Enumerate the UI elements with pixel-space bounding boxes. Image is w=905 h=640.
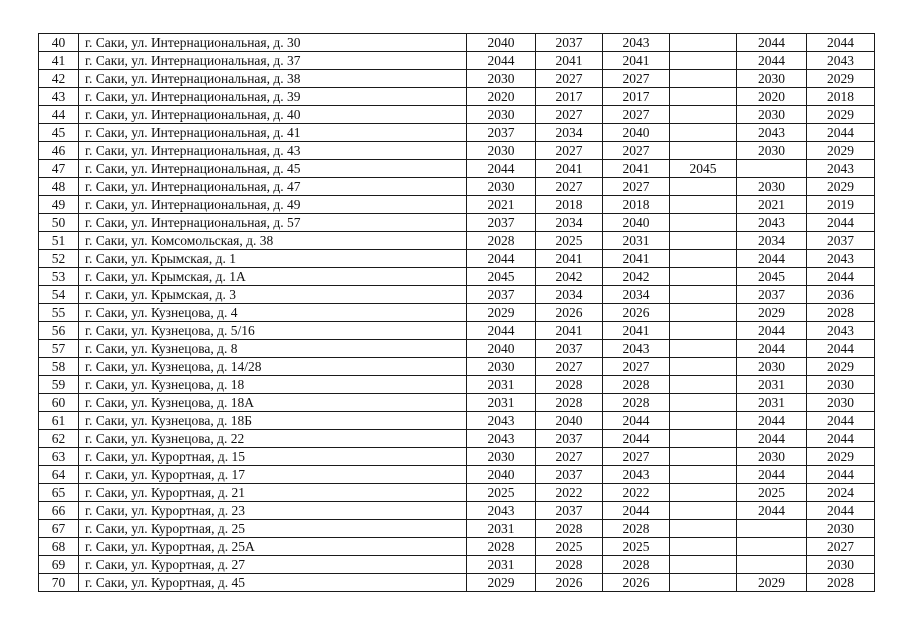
year-col-6-cell: 2043	[807, 250, 875, 268]
year-col-2-cell: 2027	[536, 358, 603, 376]
table-row	[39, 196, 875, 214]
year-col-2-cell: 2034	[536, 124, 603, 142]
year-col-4-cell	[670, 412, 737, 430]
row-number-cell: 69	[39, 556, 79, 574]
year-col-4-cell	[670, 538, 737, 556]
address-cell: г. Саки, ул. Крымская, д. 3	[79, 286, 467, 304]
year-col-5-cell: 2044	[737, 412, 807, 430]
year-col-4-cell	[670, 34, 737, 52]
year-col-2-cell: 2037	[536, 430, 603, 448]
address-cell: г. Саки, ул. Кузнецова, д. 18А	[79, 394, 467, 412]
year-col-5-cell: 2025	[737, 484, 807, 502]
table-row	[39, 556, 875, 574]
year-col-5-cell: 2021	[737, 196, 807, 214]
table-row	[39, 88, 875, 106]
year-col-1-cell: 2037	[467, 124, 536, 142]
year-col-4-cell	[670, 466, 737, 484]
year-col-2-cell: 2025	[536, 538, 603, 556]
year-col-4-cell	[670, 106, 737, 124]
housing-schedule-table	[38, 33, 875, 592]
year-col-6-cell: 2029	[807, 178, 875, 196]
address-cell: г. Саки, ул. Интернациональная, д. 37	[79, 52, 467, 70]
table-row	[39, 268, 875, 286]
year-col-1-cell: 2031	[467, 394, 536, 412]
year-col-6-cell: 2030	[807, 520, 875, 538]
address-cell: г. Саки, ул. Курортная, д. 17	[79, 466, 467, 484]
year-col-3-cell: 2018	[603, 196, 670, 214]
row-number-cell: 56	[39, 322, 79, 340]
table-row	[39, 52, 875, 70]
year-col-1-cell: 2037	[467, 286, 536, 304]
year-col-1-cell: 2028	[467, 538, 536, 556]
year-col-2-cell: 2025	[536, 232, 603, 250]
year-col-5-cell: 2044	[737, 466, 807, 484]
table-body	[39, 34, 875, 592]
year-col-3-cell: 2043	[603, 466, 670, 484]
table-row	[39, 250, 875, 268]
year-col-2-cell: 2041	[536, 52, 603, 70]
row-number-cell: 42	[39, 70, 79, 88]
year-col-6-cell: 2018	[807, 88, 875, 106]
address-cell: г. Саки, ул. Кузнецова, д. 14/28	[79, 358, 467, 376]
year-col-4-cell	[670, 70, 737, 88]
table-row	[39, 358, 875, 376]
table-row	[39, 466, 875, 484]
year-col-6-cell: 2044	[807, 412, 875, 430]
year-col-5-cell: 2034	[737, 232, 807, 250]
year-col-1-cell: 2044	[467, 322, 536, 340]
year-col-3-cell: 2022	[603, 484, 670, 502]
year-col-5-cell: 2045	[737, 268, 807, 286]
row-number-cell: 64	[39, 466, 79, 484]
year-col-1-cell: 2028	[467, 232, 536, 250]
year-col-4-cell	[670, 502, 737, 520]
year-col-6-cell: 2044	[807, 340, 875, 358]
year-col-2-cell: 2027	[536, 70, 603, 88]
year-col-2-cell: 2026	[536, 574, 603, 592]
address-cell: г. Саки, ул. Интернациональная, д. 38	[79, 70, 467, 88]
year-col-1-cell: 2031	[467, 376, 536, 394]
row-number-cell: 50	[39, 214, 79, 232]
table-row	[39, 394, 875, 412]
year-col-4-cell	[670, 484, 737, 502]
year-col-5-cell: 2030	[737, 142, 807, 160]
row-number-cell: 60	[39, 394, 79, 412]
table-row	[39, 340, 875, 358]
year-col-3-cell: 2044	[603, 430, 670, 448]
address-cell: г. Саки, ул. Кузнецова, д. 18Б	[79, 412, 467, 430]
table-row	[39, 178, 875, 196]
year-col-1-cell: 2031	[467, 556, 536, 574]
year-col-3-cell: 2040	[603, 214, 670, 232]
address-cell: г. Саки, ул. Кузнецова, д. 18	[79, 376, 467, 394]
year-col-1-cell: 2043	[467, 502, 536, 520]
year-col-2-cell: 2028	[536, 394, 603, 412]
year-col-3-cell: 2027	[603, 448, 670, 466]
year-col-1-cell: 2030	[467, 70, 536, 88]
year-col-5-cell	[737, 538, 807, 556]
year-col-1-cell: 2044	[467, 160, 536, 178]
year-col-6-cell: 2044	[807, 124, 875, 142]
year-col-3-cell: 2028	[603, 556, 670, 574]
year-col-2-cell: 2042	[536, 268, 603, 286]
year-col-4-cell	[670, 394, 737, 412]
row-number-cell: 66	[39, 502, 79, 520]
address-cell: г. Саки, ул. Кузнецова, д. 8	[79, 340, 467, 358]
year-col-2-cell: 2037	[536, 466, 603, 484]
year-col-6-cell: 2044	[807, 214, 875, 232]
year-col-3-cell: 2041	[603, 250, 670, 268]
address-cell: г. Саки, ул. Кузнецова, д. 4	[79, 304, 467, 322]
year-col-3-cell: 2025	[603, 538, 670, 556]
row-number-cell: 62	[39, 430, 79, 448]
year-col-5-cell: 2043	[737, 214, 807, 232]
row-number-cell: 63	[39, 448, 79, 466]
year-col-4-cell	[670, 88, 737, 106]
year-col-2-cell: 2028	[536, 556, 603, 574]
year-col-4-cell: 2045	[670, 160, 737, 178]
address-cell: г. Саки, ул. Интернациональная, д. 40	[79, 106, 467, 124]
year-col-3-cell: 2027	[603, 106, 670, 124]
year-col-6-cell: 2024	[807, 484, 875, 502]
table-row	[39, 304, 875, 322]
year-col-1-cell: 2037	[467, 214, 536, 232]
year-col-5-cell: 2044	[737, 322, 807, 340]
year-col-4-cell	[670, 214, 737, 232]
year-col-5-cell: 2044	[737, 502, 807, 520]
table-row	[39, 520, 875, 538]
year-col-5-cell: 2020	[737, 88, 807, 106]
year-col-6-cell: 2037	[807, 232, 875, 250]
year-col-4-cell	[670, 232, 737, 250]
year-col-5-cell: 2044	[737, 340, 807, 358]
year-col-3-cell: 2042	[603, 268, 670, 286]
year-col-6-cell: 2044	[807, 268, 875, 286]
address-cell: г. Саки, ул. Крымская, д. 1А	[79, 268, 467, 286]
year-col-6-cell: 2030	[807, 556, 875, 574]
year-col-3-cell: 2040	[603, 124, 670, 142]
address-cell: г. Саки, ул. Интернациональная, д. 43	[79, 142, 467, 160]
row-number-cell: 48	[39, 178, 79, 196]
row-number-cell: 49	[39, 196, 79, 214]
year-col-6-cell: 2036	[807, 286, 875, 304]
year-col-5-cell	[737, 556, 807, 574]
year-col-2-cell: 2028	[536, 376, 603, 394]
year-col-1-cell: 2030	[467, 142, 536, 160]
table-row	[39, 484, 875, 502]
year-col-5-cell: 2030	[737, 178, 807, 196]
year-col-3-cell: 2027	[603, 70, 670, 88]
year-col-4-cell	[670, 430, 737, 448]
year-col-4-cell	[670, 448, 737, 466]
year-col-1-cell: 2030	[467, 448, 536, 466]
row-number-cell: 57	[39, 340, 79, 358]
year-col-4-cell	[670, 250, 737, 268]
table-row	[39, 34, 875, 52]
row-number-cell: 53	[39, 268, 79, 286]
row-number-cell: 43	[39, 88, 79, 106]
year-col-6-cell: 2030	[807, 376, 875, 394]
year-col-4-cell	[670, 376, 737, 394]
table-row	[39, 538, 875, 556]
year-col-3-cell: 2027	[603, 178, 670, 196]
year-col-3-cell: 2041	[603, 52, 670, 70]
address-cell: г. Саки, ул. Интернациональная, д. 47	[79, 178, 467, 196]
address-cell: г. Саки, ул. Интернациональная, д. 49	[79, 196, 467, 214]
year-col-2-cell: 2027	[536, 448, 603, 466]
year-col-6-cell: 2044	[807, 34, 875, 52]
year-col-2-cell: 2026	[536, 304, 603, 322]
year-col-6-cell: 2043	[807, 52, 875, 70]
address-cell: г. Саки, ул. Курортная, д. 27	[79, 556, 467, 574]
year-col-1-cell: 2040	[467, 340, 536, 358]
year-col-6-cell: 2028	[807, 574, 875, 592]
year-col-6-cell: 2019	[807, 196, 875, 214]
address-cell: г. Саки, ул. Интернациональная, д. 30	[79, 34, 467, 52]
year-col-1-cell: 2021	[467, 196, 536, 214]
year-col-2-cell: 2034	[536, 286, 603, 304]
row-number-cell: 67	[39, 520, 79, 538]
row-number-cell: 55	[39, 304, 79, 322]
row-number-cell: 52	[39, 250, 79, 268]
year-col-5-cell: 2044	[737, 34, 807, 52]
year-col-4-cell	[670, 178, 737, 196]
year-col-3-cell: 2027	[603, 142, 670, 160]
address-cell: г. Саки, ул. Комсомольская, д. 38	[79, 232, 467, 250]
address-cell: г. Саки, ул. Курортная, д. 25А	[79, 538, 467, 556]
address-cell: г. Саки, ул. Курортная, д. 23	[79, 502, 467, 520]
year-col-5-cell: 2043	[737, 124, 807, 142]
row-number-cell: 40	[39, 34, 79, 52]
year-col-3-cell: 2026	[603, 574, 670, 592]
table-row	[39, 412, 875, 430]
year-col-3-cell: 2028	[603, 520, 670, 538]
year-col-5-cell: 2030	[737, 70, 807, 88]
year-col-6-cell: 2029	[807, 358, 875, 376]
year-col-6-cell: 2043	[807, 160, 875, 178]
year-col-1-cell: 2029	[467, 574, 536, 592]
row-number-cell: 44	[39, 106, 79, 124]
row-number-cell: 51	[39, 232, 79, 250]
year-col-4-cell	[670, 574, 737, 592]
address-cell: г. Саки, ул. Курортная, д. 15	[79, 448, 467, 466]
year-col-6-cell: 2044	[807, 466, 875, 484]
table-row	[39, 430, 875, 448]
year-col-3-cell: 2034	[603, 286, 670, 304]
table-row	[39, 376, 875, 394]
year-col-3-cell: 2044	[603, 502, 670, 520]
year-col-3-cell: 2026	[603, 304, 670, 322]
year-col-5-cell: 2044	[737, 430, 807, 448]
year-col-6-cell: 2029	[807, 448, 875, 466]
row-number-cell: 65	[39, 484, 79, 502]
table-row	[39, 322, 875, 340]
year-col-1-cell: 2020	[467, 88, 536, 106]
year-col-5-cell	[737, 520, 807, 538]
year-col-1-cell: 2030	[467, 178, 536, 196]
year-col-2-cell: 2017	[536, 88, 603, 106]
table-row	[39, 106, 875, 124]
year-col-6-cell: 2030	[807, 394, 875, 412]
year-col-4-cell	[670, 358, 737, 376]
table-row	[39, 574, 875, 592]
year-col-4-cell	[670, 322, 737, 340]
year-col-6-cell: 2028	[807, 304, 875, 322]
year-col-4-cell	[670, 124, 737, 142]
year-col-4-cell	[670, 142, 737, 160]
table-row	[39, 70, 875, 88]
year-col-2-cell: 2037	[536, 34, 603, 52]
year-col-5-cell: 2031	[737, 394, 807, 412]
year-col-1-cell: 2031	[467, 520, 536, 538]
row-number-cell: 61	[39, 412, 79, 430]
address-cell: г. Саки, ул. Курортная, д. 45	[79, 574, 467, 592]
year-col-3-cell: 2044	[603, 412, 670, 430]
year-col-2-cell: 2041	[536, 322, 603, 340]
year-col-1-cell: 2030	[467, 358, 536, 376]
address-cell: г. Саки, ул. Курортная, д. 21	[79, 484, 467, 502]
row-number-cell: 45	[39, 124, 79, 142]
year-col-3-cell: 2028	[603, 394, 670, 412]
year-col-1-cell: 2030	[467, 106, 536, 124]
table-row	[39, 286, 875, 304]
row-number-cell: 46	[39, 142, 79, 160]
table-row	[39, 232, 875, 250]
address-cell: г. Саки, ул. Крымская, д. 1	[79, 250, 467, 268]
year-col-5-cell: 2030	[737, 448, 807, 466]
year-col-2-cell: 2041	[536, 250, 603, 268]
year-col-6-cell: 2044	[807, 430, 875, 448]
year-col-4-cell	[670, 556, 737, 574]
year-col-2-cell: 2027	[536, 178, 603, 196]
row-number-cell: 54	[39, 286, 79, 304]
year-col-2-cell: 2037	[536, 340, 603, 358]
year-col-4-cell	[670, 286, 737, 304]
table-row	[39, 124, 875, 142]
year-col-4-cell	[670, 520, 737, 538]
address-cell: г. Саки, ул. Интернациональная, д. 41	[79, 124, 467, 142]
year-col-3-cell: 2043	[603, 340, 670, 358]
year-col-2-cell: 2028	[536, 520, 603, 538]
address-cell: г. Саки, ул. Интернациональная, д. 45	[79, 160, 467, 178]
year-col-4-cell	[670, 268, 737, 286]
year-col-4-cell	[670, 196, 737, 214]
year-col-2-cell: 2040	[536, 412, 603, 430]
year-col-6-cell: 2029	[807, 142, 875, 160]
year-col-6-cell: 2029	[807, 70, 875, 88]
year-col-1-cell: 2025	[467, 484, 536, 502]
year-col-2-cell: 2041	[536, 160, 603, 178]
year-col-1-cell: 2044	[467, 250, 536, 268]
address-cell: г. Саки, ул. Кузнецова, д. 22	[79, 430, 467, 448]
address-cell: г. Саки, ул. Интернациональная, д. 39	[79, 88, 467, 106]
year-col-4-cell	[670, 304, 737, 322]
year-col-5-cell: 2029	[737, 304, 807, 322]
year-col-5-cell: 2030	[737, 358, 807, 376]
year-col-3-cell: 2041	[603, 160, 670, 178]
year-col-5-cell: 2037	[737, 286, 807, 304]
year-col-1-cell: 2040	[467, 466, 536, 484]
year-col-1-cell: 2040	[467, 34, 536, 52]
year-col-5-cell: 2029	[737, 574, 807, 592]
year-col-2-cell: 2037	[536, 502, 603, 520]
row-number-cell: 41	[39, 52, 79, 70]
address-cell: г. Саки, ул. Кузнецова, д. 5/16	[79, 322, 467, 340]
year-col-1-cell: 2029	[467, 304, 536, 322]
year-col-2-cell: 2022	[536, 484, 603, 502]
year-col-3-cell: 2041	[603, 322, 670, 340]
year-col-1-cell: 2044	[467, 52, 536, 70]
year-col-5-cell	[737, 160, 807, 178]
row-number-cell: 68	[39, 538, 79, 556]
year-col-5-cell: 2030	[737, 106, 807, 124]
year-col-5-cell: 2031	[737, 376, 807, 394]
year-col-6-cell: 2044	[807, 502, 875, 520]
year-col-6-cell: 2027	[807, 538, 875, 556]
table-row	[39, 448, 875, 466]
row-number-cell: 47	[39, 160, 79, 178]
year-col-2-cell: 2034	[536, 214, 603, 232]
year-col-3-cell: 2031	[603, 232, 670, 250]
year-col-1-cell: 2045	[467, 268, 536, 286]
table-row	[39, 160, 875, 178]
address-cell: г. Саки, ул. Интернациональная, д. 57	[79, 214, 467, 232]
year-col-4-cell	[670, 340, 737, 358]
year-col-1-cell: 2043	[467, 430, 536, 448]
year-col-3-cell: 2028	[603, 376, 670, 394]
row-number-cell: 58	[39, 358, 79, 376]
year-col-2-cell: 2027	[536, 142, 603, 160]
year-col-3-cell: 2017	[603, 88, 670, 106]
table-row	[39, 214, 875, 232]
year-col-2-cell: 2027	[536, 106, 603, 124]
year-col-6-cell: 2029	[807, 106, 875, 124]
year-col-4-cell	[670, 52, 737, 70]
address-cell: г. Саки, ул. Курортная, д. 25	[79, 520, 467, 538]
year-col-5-cell: 2044	[737, 52, 807, 70]
table-row	[39, 502, 875, 520]
year-col-1-cell: 2043	[467, 412, 536, 430]
row-number-cell: 59	[39, 376, 79, 394]
row-number-cell: 70	[39, 574, 79, 592]
year-col-5-cell: 2044	[737, 250, 807, 268]
table-row	[39, 142, 875, 160]
year-col-3-cell: 2043	[603, 34, 670, 52]
year-col-6-cell: 2043	[807, 322, 875, 340]
year-col-3-cell: 2027	[603, 358, 670, 376]
year-col-2-cell: 2018	[536, 196, 603, 214]
